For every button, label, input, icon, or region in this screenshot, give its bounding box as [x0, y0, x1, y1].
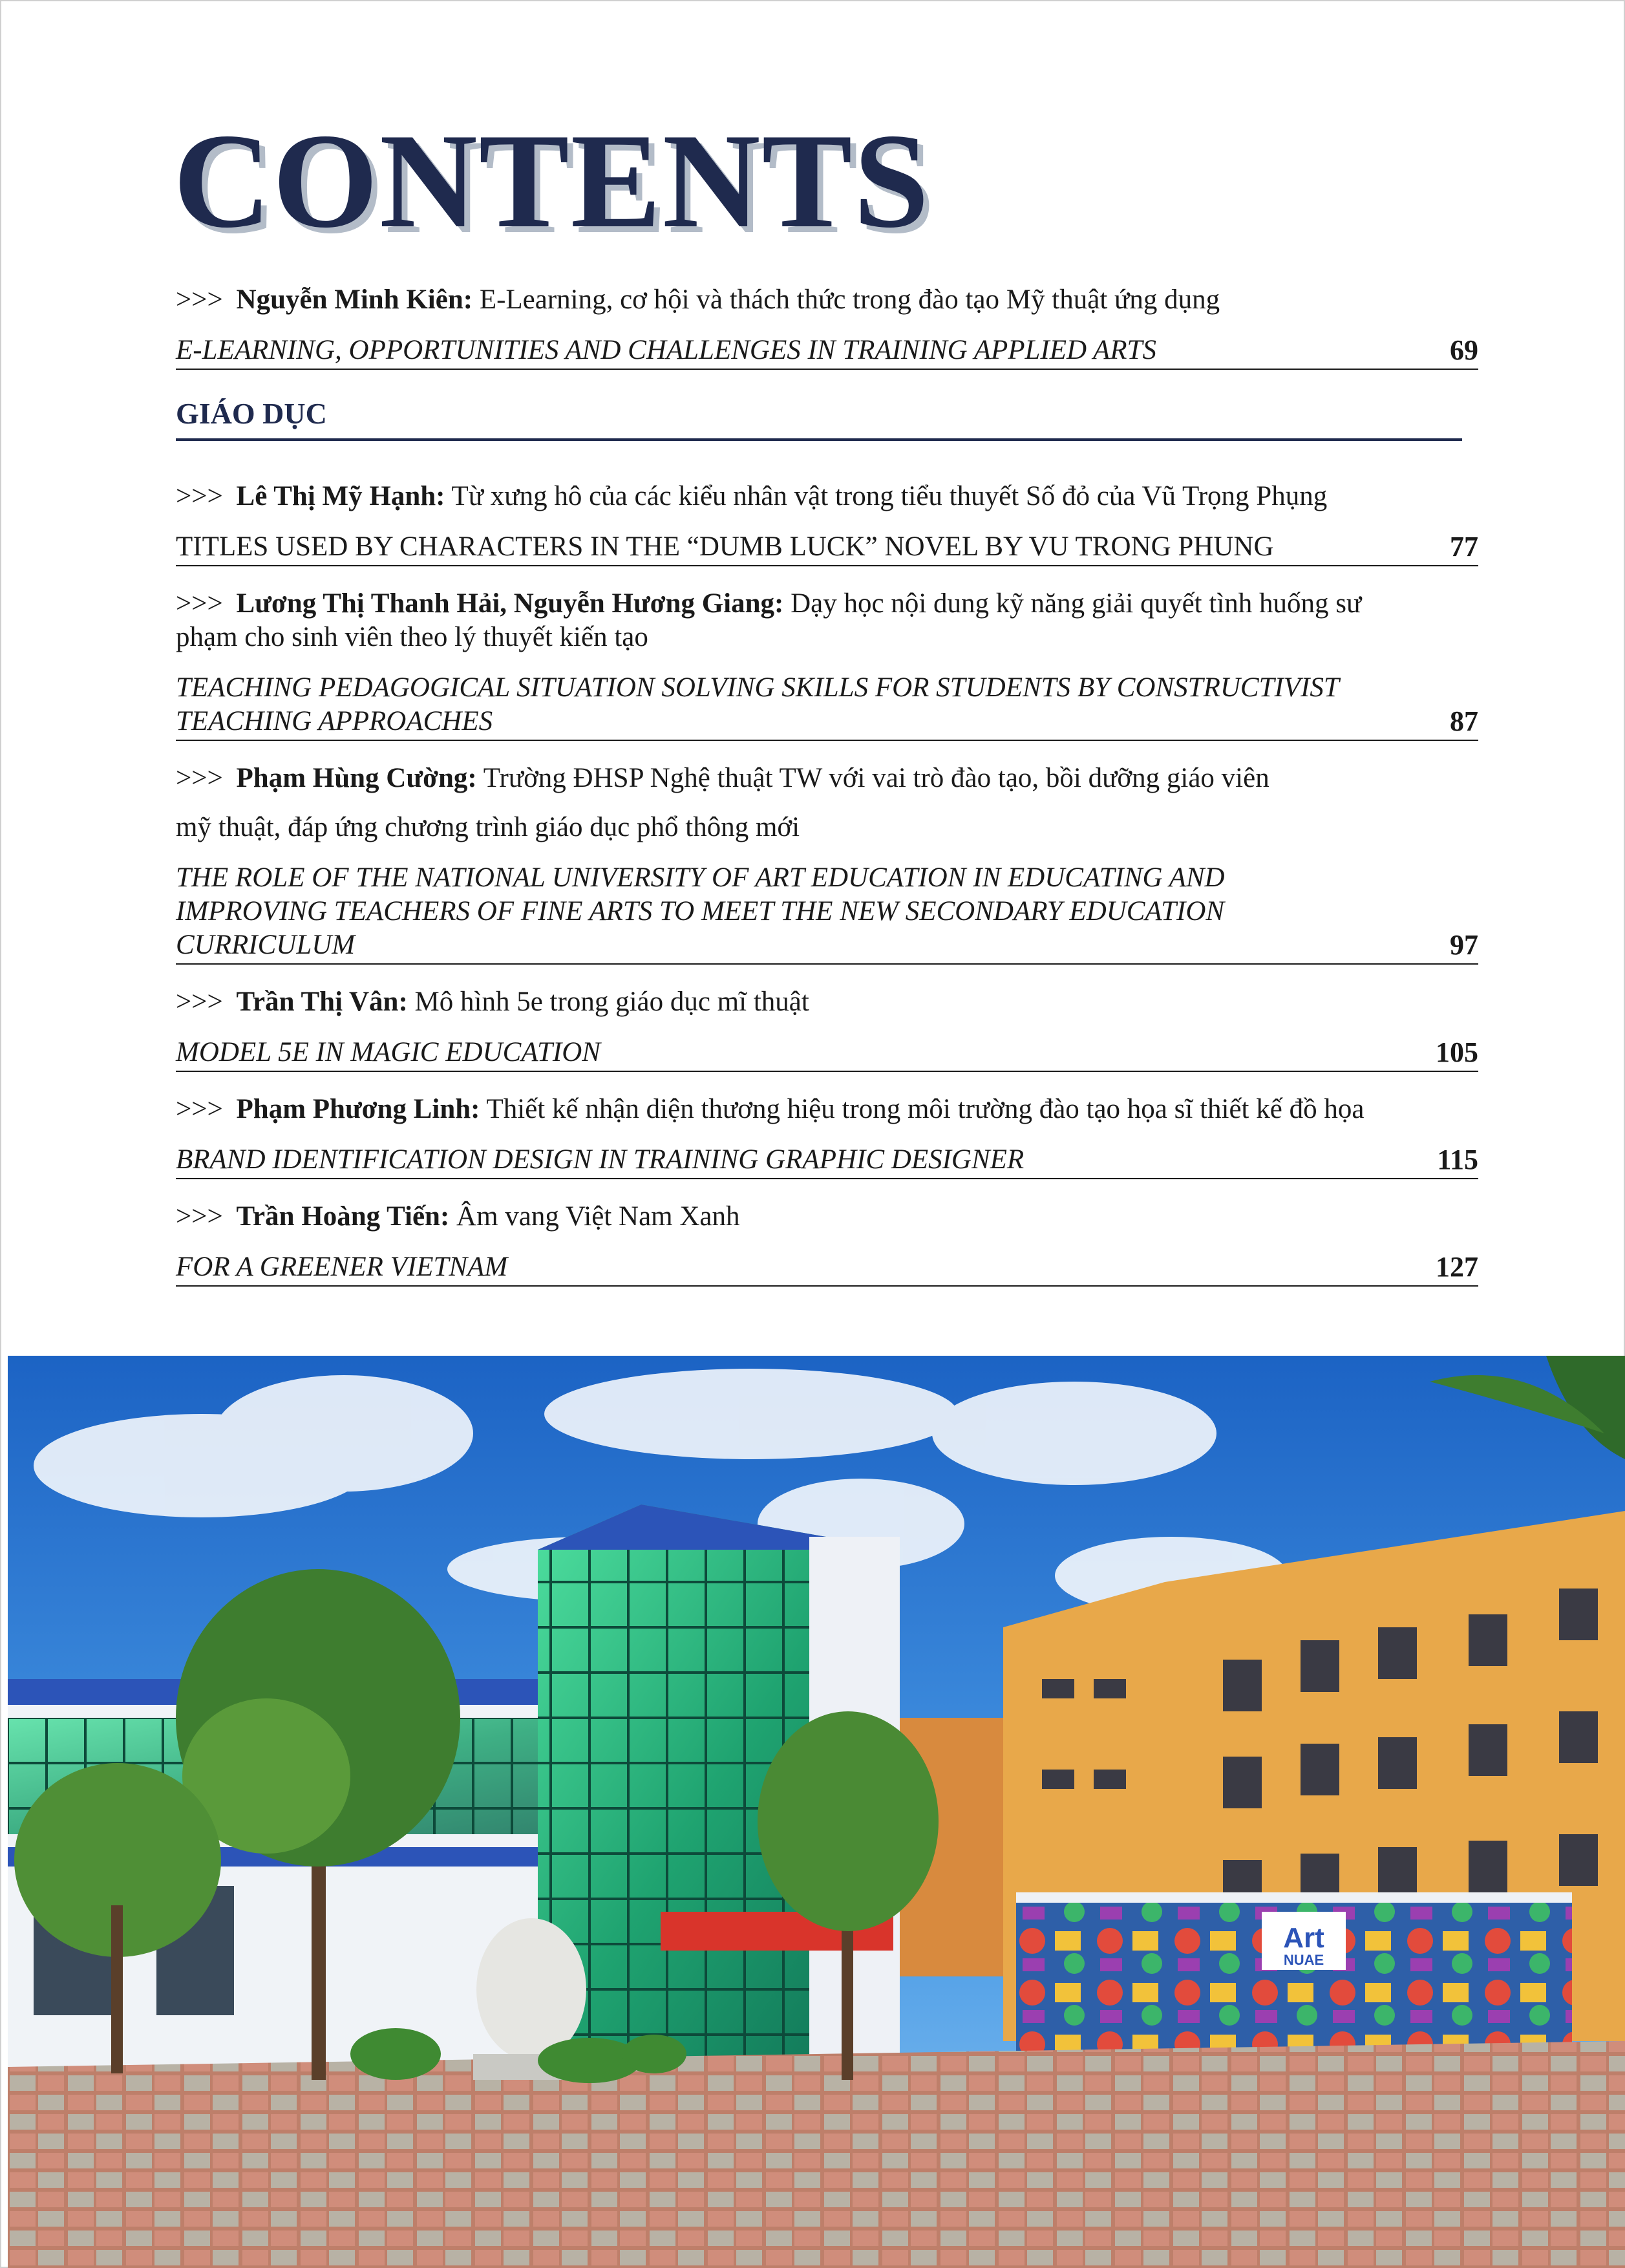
entry-title-vi: Mô hình 5e trong giáo dục mĩ thuật: [414, 987, 809, 1017]
entry-en-row: [176, 334, 1478, 370]
entry-title-vi-continued: mỹ thuật, đáp ứng chương trình giáo dục phổ thông mới: [176, 812, 800, 842]
entry-title-en: TITLES USED BY CHARACTERS IN THE “DUMB LUCK” NOVEL BY VU TRONG PHUNG: [176, 531, 1274, 562]
entry-title-en: E-LEARNING, OPPORTUNITIES AND CHALLENGES IN TRAINING APPLIED ARTS: [176, 335, 1156, 365]
entry-author: Phạm Phương Linh:: [236, 1094, 480, 1124]
entry-en-row: [176, 861, 1478, 965]
entry-en-row: [176, 671, 1478, 741]
entry-title-en: THE ROLE OF THE NATIONAL UNIVERSITY OF ART EDUCATION IN EDUCATING AND IMPROVING TEACHERS OF FINE ARTS TO MEET THE NEW SECONDARY EDUCATION CURRICULUM: [176, 862, 1225, 960]
toc-entry-kien[interactable]: [176, 283, 1478, 370]
arrow-marker: >>>: [176, 481, 223, 511]
entry-title-en: TEACHING PEDAGOGICAL SITUATION SOLVING SKILLS FOR STUDENTS BY CONSTRUCTIVIST TEACHING APPROACHES: [176, 672, 1339, 736]
entry-author: Trần Thị Vân:: [236, 987, 408, 1017]
entry-author-line: [176, 480, 1478, 513]
entry-en-row: [176, 530, 1478, 566]
toc-entry-hai-giang[interactable]: [176, 587, 1478, 741]
toc-entry-hanh[interactable]: [176, 480, 1478, 566]
entry-author: Lương Thị Thanh Hải, Nguyễn Hương Giang:: [236, 588, 784, 619]
entry-author-line: [176, 1093, 1478, 1126]
campus-illustration: [8, 1356, 1625, 2268]
mural-logo-mark: Art: [1283, 1922, 1324, 1954]
toc-entry-van[interactable]: [176, 985, 1478, 1072]
entry-en-row: [176, 1143, 1478, 1179]
entry-page-number: 105: [1436, 1036, 1478, 1068]
campus-photo: [8, 1356, 1625, 2268]
entry-page-number: 115: [1437, 1144, 1478, 1175]
entry-title-vi: E-Learning, cơ hội và thách thức trong đào tạo Mỹ thuật ứng dụng: [479, 284, 1220, 315]
entry-title-vi: Trường ĐHSP Nghệ thuật TW với vai trò đào tạo, bồi dưỡng giáo viên: [483, 763, 1269, 793]
arrow-marker: >>>: [176, 284, 223, 315]
entry-en-row: [176, 1250, 1478, 1287]
entry-author-line: [176, 1200, 1478, 1234]
entry-title-vi: Dạy học nội dung kỹ năng giải quyết tình huống sư phạm cho sinh viên theo lý thuyết kiến tạo: [176, 588, 1362, 652]
entry-title-vi: Từ xưng hô của các kiểu nhân vật trong tiểu thuyết Số đỏ của Vũ Trọng Phụng: [451, 481, 1328, 511]
entry-page-number: 69: [1450, 334, 1478, 366]
entry-page-number: 97: [1450, 929, 1478, 961]
arrow-marker: >>>: [176, 588, 223, 619]
entry-title-vi: Thiết kế nhận diện thương hiệu trong môi trường đào tạo họa sĩ thiết kế đồ họa: [486, 1094, 1365, 1124]
entry-author-line: [176, 985, 1478, 1019]
entry-author: Lê Thị Mỹ Hạnh:: [236, 481, 445, 511]
table-of-contents: [176, 283, 1478, 1307]
entry-title-vi: Âm vang Việt Nam Xanh: [456, 1201, 740, 1232]
entry-page-number: 77: [1450, 531, 1478, 562]
entry-author: Phạm Hùng Cường:: [236, 763, 477, 793]
entry-author: Trần Hoàng Tiến:: [236, 1201, 450, 1232]
section-heading-giao-duc: GIÁO DỤC: [176, 396, 1462, 441]
arrow-marker: >>>: [176, 1094, 223, 1124]
entry-title-en: FOR A GREENER VIETNAM: [176, 1252, 508, 1282]
entry-page-number: 127: [1436, 1251, 1478, 1283]
toc-entry-tien[interactable]: [176, 1200, 1478, 1287]
arrow-marker: >>>: [176, 1201, 223, 1232]
entry-en-row: [176, 1036, 1478, 1072]
entry-title-en: BRAND IDENTIFICATION DESIGN IN TRAINING GRAPHIC DESIGNER: [176, 1144, 1025, 1175]
mural-logo: [1262, 1912, 1346, 1970]
toc-entry-linh[interactable]: [176, 1093, 1478, 1179]
entry-title-en: MODEL 5E IN MAGIC EDUCATION: [176, 1037, 600, 1067]
toc-entry-cuong[interactable]: [176, 762, 1478, 965]
mural-logo-sub: NUAE: [1283, 1952, 1324, 1968]
entry-page-number: 87: [1450, 705, 1478, 737]
arrow-marker: >>>: [176, 763, 223, 793]
entry-author-line: [176, 283, 1478, 317]
arrow-marker: >>>: [176, 987, 223, 1017]
page-title: CONTENTS: [173, 106, 931, 256]
entry-author-line: [176, 762, 1478, 795]
entry-author: Nguyễn Minh Kiên:: [236, 284, 473, 315]
entry-author-line: [176, 587, 1478, 654]
